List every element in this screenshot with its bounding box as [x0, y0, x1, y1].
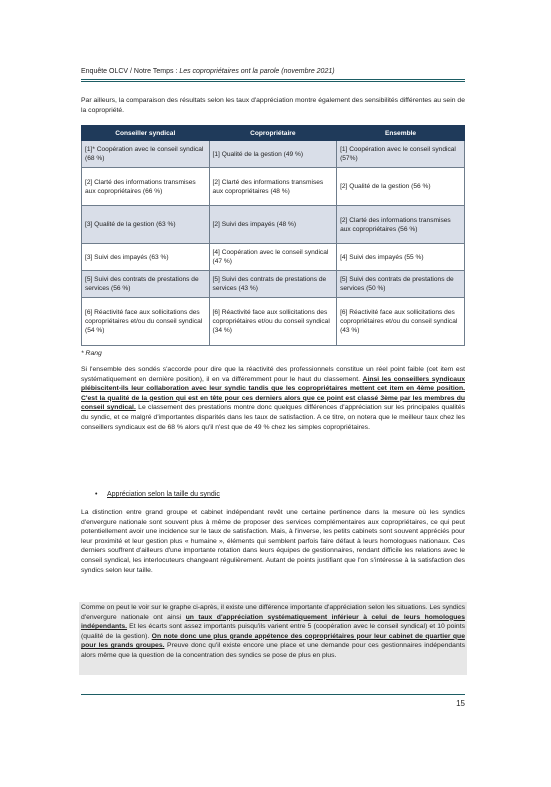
header-subtitle: Les copropriétaires ont la parole (novembre 2021) — [179, 68, 335, 75]
table-row — [82, 141, 465, 168]
table-cell: [5] Suivi des contrats de prestations de services (56 %) — [82, 271, 210, 298]
table-cell: [5] Suivi des contrats de prestations de services (43 %) — [209, 271, 337, 298]
table-cell: [1] Coopération avec le conseil syndical (57%) — [337, 141, 465, 168]
table-cell: [1]* Coopération avec le conseil syndical (68 %) — [82, 141, 210, 168]
highlight-emphasis-2: On note donc une plus grande appétence des copropriétaires pour leur cabinet de quartier que pour les grands groupes. — [81, 632, 465, 650]
table-cell: [4] Suivi des impayés (55 %) — [337, 244, 465, 271]
analysis-text-end: Le classement des prestations montre donc quelques différences d'appréciation sur les principales qualités du syndic, et ce malgré d'importantes disparités dans les taux de satisfaction. A ce titre, on notera que le meilleur taux chez les conseillers syndicaux est de 68 % alors qu'il n'est que de 49 % chez les simples copropriétaires. — [81, 404, 465, 431]
table-cell: [6] Réactivité face aux sollicitations des copropriétaires et/ou du conseil syndical (54 %) — [82, 298, 210, 346]
analysis-paragraph — [81, 365, 465, 432]
header-rule — [81, 79, 465, 80]
page-number: 15 — [456, 699, 465, 708]
table-cell: [3] Suivi des impayés (63 %) — [82, 244, 210, 271]
analysis-text-start: Si l'ensemble des sondés s'accorde pour dire que la réactivité des professionnels constitue un réel point faible (cet item est systématiquement en dernière position), il en va différemment pour le haut du classement. — [81, 366, 465, 383]
highlight-text-1: Comme on peut le voir sur le graphe ci-après, il existe une différence importante d'appréciation selon les situations. Les syndics d'envergure nationale ont ainsi — [81, 604, 465, 621]
table-cell: [2] Qualité de la gestion (56 %) — [337, 168, 465, 206]
table-row — [82, 298, 465, 346]
table-cell: [5] Suivi des contrats de prestations de services (50 %) — [337, 271, 465, 298]
table-cell: [2] Suivi des impayés (48 %) — [209, 206, 337, 244]
ranking-table — [81, 125, 465, 346]
running-header — [81, 68, 335, 75]
analysis-emphasis: Ainsi les conseillers syndicaux plébiscitent-ils leur collaboration avec leur syndic tandis que les copropriétaires mettent cet item en 4ème position. C'est la qualité de la gestion qui est en tête pour ces derniers alors que ce point est classé 3ème par les membres du conseil syndical. — [81, 375, 465, 412]
column-header-conseiller: Conseiller syndical — [82, 126, 210, 141]
table-cell: [6] Réactivité face aux sollicitations des copropriétaires et/ou du conseil syndical (43 %) — [337, 298, 465, 346]
table-row — [82, 271, 465, 298]
header-rule-secondary — [81, 81, 465, 82]
column-header-coproprietaire: Copropriétaire — [209, 126, 337, 141]
bullet-icon: • — [95, 491, 98, 498]
table-header-row — [82, 126, 465, 141]
table-row — [82, 206, 465, 244]
column-header-ensemble: Ensemble — [337, 126, 465, 141]
highlight-text-3: Preuve donc qu'il existe encore une place et une demande pour ces gestionnaires indépendants alors même que la question de la concentration des syndics se pose de plus en plus. — [81, 642, 466, 659]
highlight-text-2: Et les écarts sont assez importants puisqu'ils varient entre 5 (coopération avec le conseil syndical) et 10 points (qualité de la gestion). — [81, 623, 465, 640]
size-paragraph: La distinction entre grand groupe et cabinet indépendant revêt une certaine pertinence dans la mesure où les syndics d'envergure nationale sont souvent plus à même de proposer des services complémentaires aux copropriétaires, ce qui peut potentiellement avoir une incidence sur le taux de satisfaction. Mais, à l'inverse, les petits cabinets sont souvent appréciés pour leur proximité et leur gestion plus « humaine », éléments qui semblent parfois faire défaut à leurs homologues nationaux. Ces derniers souffrent d'ailleurs d'une importante rotation dans leurs équipes de gestionnaires, rendant difficile les relations avec le conseil syndical, les interlocuteurs changeant régulièrement. Autant de points justifiant que l'on s'intéresse à la satisfaction des syndics selon leur taille. — [81, 509, 465, 574]
highlight-emphasis-1: un taux d'appréciation systématiquement inférieur à celui de leurs homologues indépendants. — [81, 613, 465, 631]
table-cell: [1] Qualité de la gestion (49 %) — [209, 141, 337, 168]
table-row — [82, 244, 465, 271]
section-heading — [95, 490, 220, 499]
table-cell: [2] Clarté des informations transmises aux copropriétaires (66 %) — [82, 168, 210, 206]
footer-rule — [81, 694, 465, 695]
section-title: Appréciation selon la taille du syndic — [107, 491, 220, 498]
header-title: Enquête OLCV / Notre Temps : — [81, 68, 180, 75]
table-cell: [3] Qualité de la gestion (63 %) — [82, 206, 210, 244]
table-cell: [6] Réactivité face aux sollicitations des copropriétaires et/ou du conseil syndical (34 %) — [209, 298, 337, 346]
table-cell: [2] Clarté des informations transmises aux copropriétaires (56 %) — [337, 206, 465, 244]
table-row — [82, 168, 465, 206]
intro-paragraph: Par ailleurs, la comparaison des résultats selon les taux d'appréciation montre également des sensibilités différentes au sein de la copropriété. — [81, 97, 465, 114]
highlight-paragraph — [81, 603, 465, 661]
table-cell: [4] Coopération avec le conseil syndical (47 %) — [209, 244, 337, 271]
table-cell: [2] Clarté des informations transmises aux copropriétaires (48 %) — [209, 168, 337, 206]
table-footnote: * Rang — [81, 350, 102, 357]
